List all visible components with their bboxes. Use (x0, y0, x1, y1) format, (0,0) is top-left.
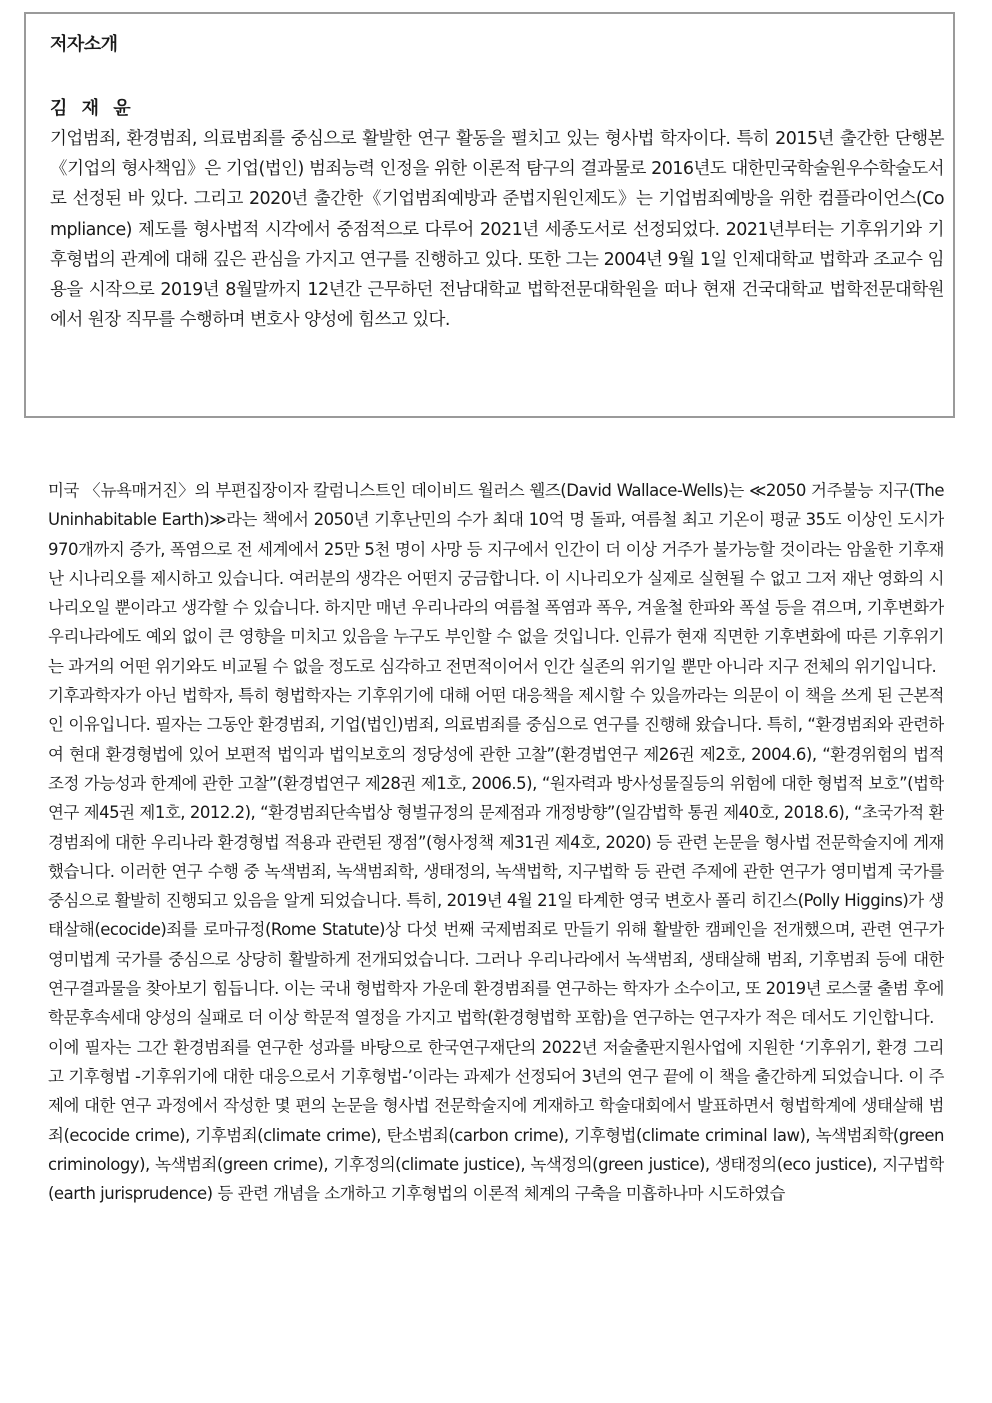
author-name: 김 재 윤 (50, 98, 135, 119)
author-intro-heading: 저자소개 (50, 34, 118, 55)
preface-paragraph: 미국 〈뉴욕매거진〉의 부편집장이자 칼럼니스트인 데이비드 월러스 웰즈(David Wallace-Wells)는 ≪2050 거주불능 지구(The Uninhabitable Earth)≫라는 책에서 2050년 기후난민의 수가 최대 10억 명 돌파, 여름철 최고 기온이 평균 35도 이상인 도시가 970개까지 증가, 폭염으로 전 세계에서 25만 5천 명이 사망 등 지구에서 인간이 더 이상 거주가 불가능할 것이라는 암울한 기후재난 시나리오를 제시하고 있습니다. 여러분의 생각은 어떤지 궁금합니다. 이 시나리오가 실제로 실현될 수 없고 그저 재난 영화의 시나리오일 뿐이라고 생각할 수 있습니다. 하지만 매년 우리나라의 여름철 폭염과 폭우, 겨울철 한파와 폭설 등을 겪으며, 기후변화가 우리나라에도 예외 없이 큰 영향을 미치고 있음을 누구도 부인할 수 없을 것입니다. 인류가 현재 직면한 기후변화에 따른 기후위기는 과거의 어떤 위기와도 비교될 수 없을 정도로 심각하고 전면적이어서 인간 실존의 위기일 뿐만 아니라 지구 전체의 위기입니다. (48, 481, 944, 676)
author-intro-box (24, 12, 955, 418)
preface-paragraph: 기후과학자가 아닌 법학자, 특히 형법학자는 기후위기에 대해 어떤 대응책을 제시할 수 있을까라는 의문이 이 책을 쓰게 된 근본적인 이유입니다. 필자는 그동안 환경범죄, 기업(법인)범죄, 의료범죄를 중심으로 연구를 진행해 왔습니다. 특히, “환경범죄와 관련하여 현대 환경형법에 있어 보편적 법익과 법익보호의 정당성에 관한 고찰”(환경법연구 제26권 제2호, 2004.6), “환경위험의 법적 조정 가능성과 한계에 관한 고찰”(환경법연구 제28권 제1호, 2006.5), “원자력과 방사성물질등의 위험에 대한 형법적 보호”(법학연구 제45권 제1호, 2012.2), “환경범죄단속법상 형벌규정의 문제점과 개정방향”(일감법학 통권 제40호, 2018.6), “초국가적 환경범죄에 대한 우리나라 환경형법 적용과 관련된 쟁점”(형사정책 제31권 제4호, 2020) 등 관련 논문을 형사법 전문학술지에 게재했습니다. 이러한 연구 수행 중 녹색범죄, 녹색범죄학, 생태정의, 녹색법학, 지구법학 등 관련 주제에 관한 연구가 영미법계 국가를 중심으로 활발히 진행되고 있음을 알게 되었습니다. 특히, 2019년 4월 21일 타계한 영국 변호사 폴리 히긴스(Polly Higgins)가 생태살해(ecocide)죄를 로마규정(Rome Statute)상 다섯 번째 국제범죄로 만들기 위해 활발한 캠페인을 전개했으며, 관련 연구가 영미법계 국가를 중심으로 상당히 활발하게 전개되었습니다. 그러나 우리나라에서 녹색범죄, 생태살해 범죄, 기후범죄 등에 대한 연구결과물을 찾아보기 힘듭니다. 이는 국내 형법학자 가운데 환경범죄를 연구하는 학자가 소수이고, 또 2019년 로스쿨 출범 후에 학문후속세대 양성의 실패로 더 이상 학문적 열정을 가지고 법학(환경형법학 포함)을 연구하는 연구자가 적은 데서도 기인합니다. (48, 686, 944, 1028)
preface-paragraph: 이에 필자는 그간 환경범죄를 연구한 성과를 바탕으로 한국연구재단의 2022년 저술출판지원사업에 지원한 ‘기후위기, 환경 그리고 기후형법 -기후위기에 대한 대응으로서 기후형법-’이라는 과제가 선정되어 3년의 연구 끝에 이 책을 출간하게 되었습니다. 이 주제에 대한 연구 과정에서 작성한 몇 편의 논문을 형사법 전문학술지에 게재하고 학술대회에서 발표하면서 형법학계에 생태살해 범죄(ecocide crime), 기후범죄(climate crime), 탄소범죄(carbon crime), 기후형법(climate criminal law), 녹색범죄학(green criminology), 녹색범죄(green crime), 기후정의(climate justice), 녹색정의(green justice), 생태정의(eco justice), 지구법학(earth jurisprudence) 등 관련 개념을 소개하고 기후형법의 이론적 체계의 구축을 미흡하나마 시도하였습 (48, 1037, 944, 1204)
preface-body (48, 476, 944, 1396)
author-bio: 기업범죄, 환경범죄, 의료범죄를 중심으로 활발한 연구 활동을 펼치고 있는 형사법 학자이다. 특히 2015년 출간한 단행본《기업의 형사책임》은 기업(법인) 범죄능력 인정을 위한 이론적 탐구의 결과물로 2016년도 대한민국학술원우수학술도서로 선정된 바 있다. 그리고 2020년 출간한《기업범죄예방과 준법지원인제도》는 기업범죄예방을 위한 컴플라이언스(Compliance) 제도를 형사법적 시각에서 중점적으로 다루어 2021년 세종도서로 선정되었다. 2021년부터는 기후위기와 기후형법의 관계에 대해 깊은 관심을 가지고 연구를 진행하고 있다. 또한 그는 2004년 9월 1일 인제대학교 법학과 조교수 임용을 시작으로 2019년 8월말까지 12년간 근무하던 전남대학교 법학전문대학원을 떠나 현재 건국대학교 법학전문대학원에서 원장 직무를 수행하며 변호사 양성에 힘쓰고 있다. (50, 129, 944, 331)
